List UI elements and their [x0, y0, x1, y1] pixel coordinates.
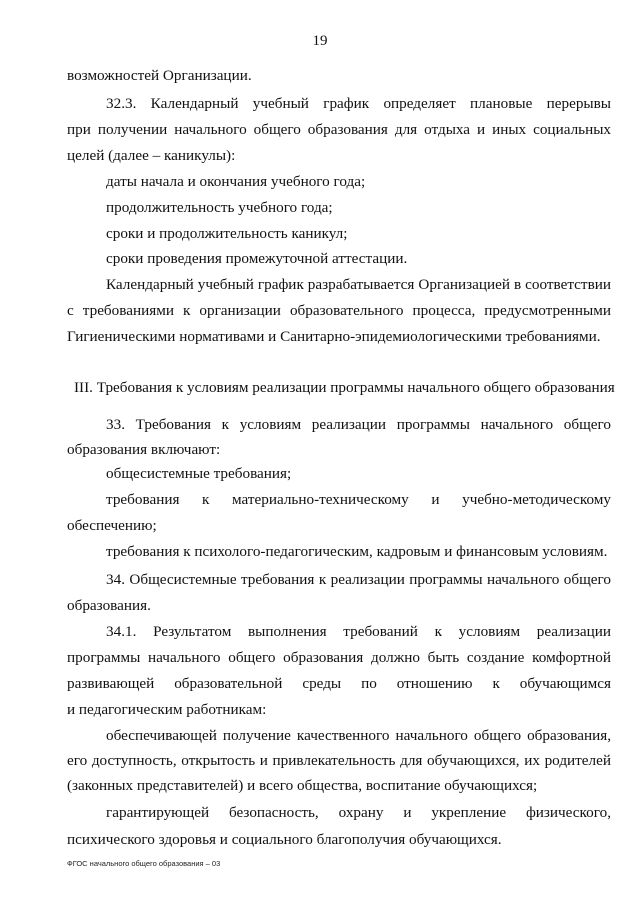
- text-line: Календарный учебный график разрабатывается Организацией в соответствии: [106, 276, 611, 293]
- list-item: даты начала и окончания учебного года;: [106, 173, 366, 190]
- list-item: сроки проведения промежуточной аттестации.: [106, 250, 408, 267]
- text-line: программы начального общего образования должно быть создание комфортной: [67, 649, 611, 666]
- list-item: гарантирующей безопасность, охрану и укрепление физического,: [106, 804, 611, 821]
- text-line-final: психического здоровья и социального благополучия обучающихся.: [67, 831, 502, 848]
- text-line: с требованиями к организации образовательного процесса, предусмотренными: [67, 302, 611, 319]
- text-line: развивающей образовательной среды по отношению к обучающимся: [67, 675, 611, 692]
- paragraph-34-line: 34. Общесистемные требования к реализации программы начального общего: [106, 571, 611, 588]
- list-item: обеспечивающей получение качественного начального общего образования,: [106, 727, 611, 744]
- list-item: требования к психолого-педагогическим, кадровым и финансовым условиям.: [106, 543, 608, 560]
- text-line: его доступность, открытость и привлекательность для обучающихся, их родителей: [67, 752, 611, 769]
- text-line: обеспечению;: [67, 517, 157, 534]
- text-line: и педагогическим работникам:: [67, 701, 267, 718]
- text-line: образования.: [67, 597, 151, 614]
- text-line: возможностей Организации.: [67, 67, 252, 84]
- text-line: Гигиеническими нормативами и Санитарно-эпидемиологическими требованиями.: [67, 328, 601, 345]
- list-item: продолжительность учебного года;: [106, 199, 333, 216]
- text-line: при получении начального общего образования для отдыха и иных социальных: [67, 121, 611, 138]
- list-item: сроки и продолжительность каникул;: [106, 225, 348, 242]
- page-number: 19: [312, 33, 328, 49]
- paragraph-33-line: 33. Требования к условиям реализации программы начального общего: [106, 416, 611, 433]
- list-item: общесистемные требования;: [106, 465, 292, 482]
- paragraph-32-3-line: 32.3. Календарный учебный график определяет плановые перерывы: [106, 95, 611, 112]
- list-item: требования к материально-техническому и учебно-методическому: [106, 491, 611, 508]
- section-heading: III. Требования к условиям реализации программы начального общего образования: [74, 379, 615, 396]
- text-line: целей (далее – каникулы):: [67, 147, 236, 164]
- text-line: образования включают:: [67, 441, 221, 458]
- footer-label: ФГОС начального общего образования – 03: [67, 859, 221, 868]
- text-line: (законных представителей) и всего общества, воспитание обучающихся;: [67, 777, 538, 794]
- paragraph-34-1-line: 34.1. Результатом выполнения требований к условиям реализации: [106, 623, 611, 640]
